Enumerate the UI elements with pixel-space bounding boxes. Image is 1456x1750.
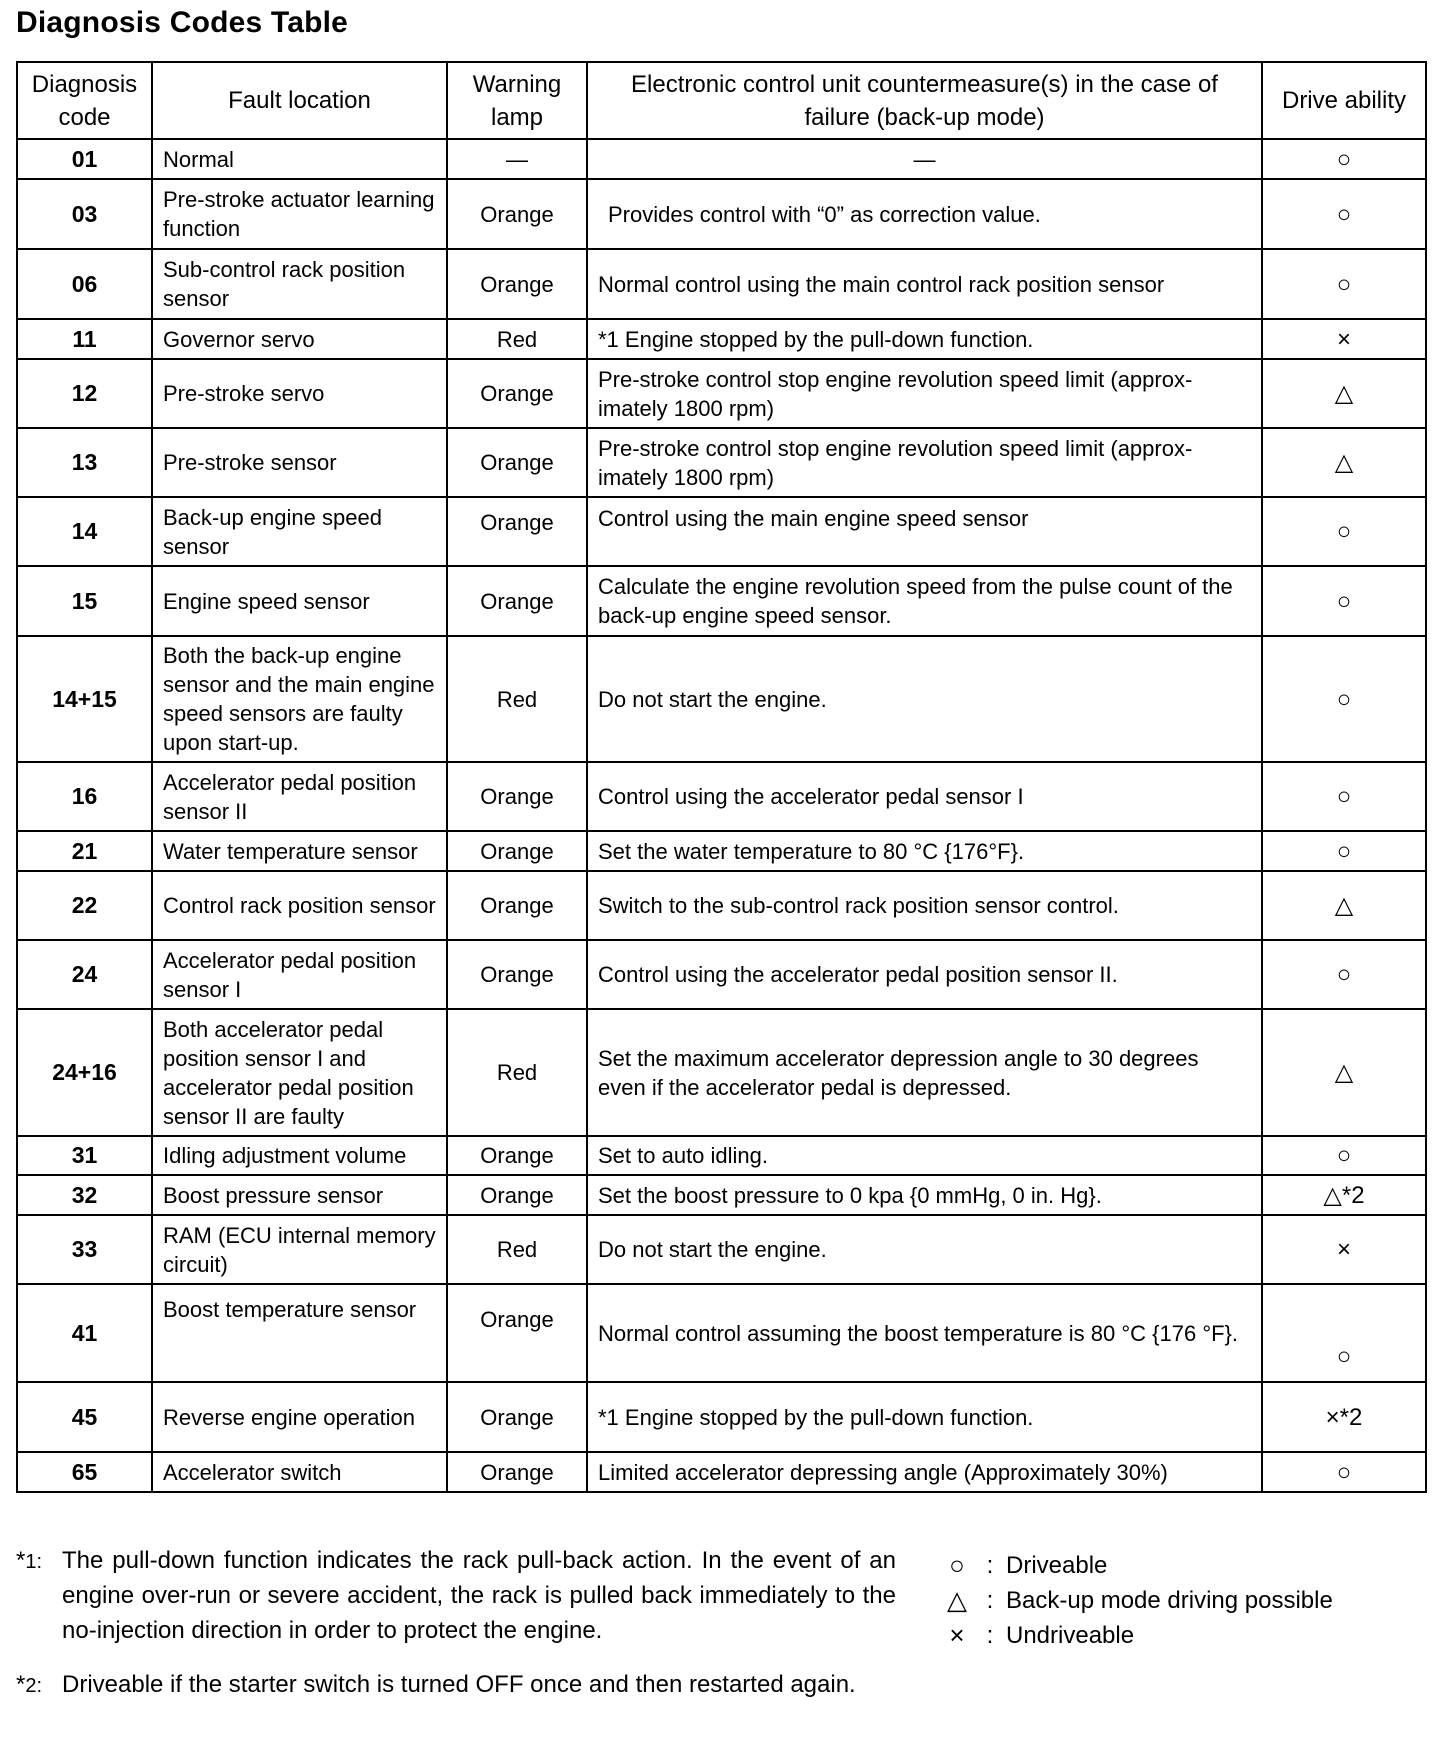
warning-lamp-cell: Orange: [447, 428, 587, 497]
diagnosis-code-cell: 33: [17, 1215, 152, 1284]
legend-item-backup-mode: [940, 1583, 1333, 1618]
cross-icon: ×: [949, 1620, 965, 1650]
diagnosis-code-cell: 12: [17, 359, 152, 428]
table-row: [17, 428, 1426, 497]
fault-location-cell: Water temperature sensor: [152, 831, 447, 871]
drive-ability-legend: [940, 1548, 1333, 1653]
fault-location-cell: Boost pressure sensor: [152, 1175, 447, 1215]
diagnosis-code-cell: 13: [17, 428, 152, 497]
warning-lamp-cell: —: [447, 139, 587, 179]
table-row: [17, 249, 1426, 319]
fault-location-cell: Both the back-up engine sensor and the main engine speed sensors are faulty upon start-up.: [152, 636, 447, 762]
countermeasure-cell: Set to auto idling.: [587, 1136, 1262, 1175]
fault-location-cell: RAM (ECU internal memory circuit): [152, 1215, 447, 1284]
fault-location-cell: Idling adjustment volume: [152, 1136, 447, 1175]
footnotes: [16, 1543, 896, 1723]
diagnosis-code-cell: 22: [17, 871, 152, 940]
legend-label: Driveable: [1006, 1552, 1108, 1579]
footnote-1-marker: [16, 1543, 62, 1648]
drive-ability-cell: △: [1262, 359, 1426, 428]
warning-lamp-cell: Orange: [447, 762, 587, 831]
countermeasure-cell: Control using the accelerator pedal position sensor II.: [587, 940, 1262, 1009]
drive-ability-cell: ×: [1262, 1215, 1426, 1284]
legend-label: Undriveable: [1006, 1622, 1135, 1649]
header-fault-location: Fault location: [152, 62, 447, 139]
drive-ability-cell: ○: [1262, 566, 1426, 636]
legend-item-driveable: [940, 1548, 1333, 1583]
countermeasure-cell: *1 Engine stopped by the pull-down function.: [587, 1382, 1262, 1452]
table-row: [17, 359, 1426, 428]
page-title: Diagnosis Codes Table: [16, 6, 349, 39]
header-countermeasure: Electronic control unit countermeasure(s) in the case of failure (back-up mode): [587, 62, 1262, 139]
drive-ability-cell: △*2: [1262, 1175, 1426, 1215]
warning-lamp-cell: Orange: [447, 1136, 587, 1175]
footnote-separator: :: [36, 1675, 43, 1697]
warning-lamp-cell: Orange: [447, 566, 587, 636]
fault-location-cell: Both accelerator pedal position sensor I and accelerator pedal position sensor II are faulty: [152, 1009, 447, 1136]
fault-location-cell: Control rack position sensor: [152, 871, 447, 940]
fault-location-cell: Accelerator pedal position sensor II: [152, 762, 447, 831]
table-row: [17, 1009, 1426, 1136]
legend-separator: :: [986, 1587, 994, 1614]
table-row: [17, 940, 1426, 1009]
table-row: [17, 831, 1426, 871]
drive-ability-cell: ○: [1262, 139, 1426, 179]
countermeasure-cell: Pre-stroke control stop engine revolution speed limit (approx-imately 1800 rpm): [587, 428, 1262, 497]
table-row: [17, 871, 1426, 940]
diagnosis-code-cell: 41: [17, 1284, 152, 1382]
diagnosis-code-cell: 31: [17, 1136, 152, 1175]
countermeasure-cell: —: [587, 139, 1262, 179]
drive-ability-cell: ○: [1262, 1452, 1426, 1492]
countermeasure-cell: Set the water temperature to 80 °C {176°F}.: [587, 831, 1262, 871]
table-header-row: [17, 62, 1426, 139]
warning-lamp-cell: Red: [447, 1009, 587, 1136]
table-row: [17, 1452, 1426, 1492]
footnote-star: *: [16, 1671, 26, 1698]
drive-ability-cell: △: [1262, 1009, 1426, 1136]
drive-ability-cell: ×: [1262, 319, 1426, 359]
countermeasure-cell: Do not start the engine.: [587, 636, 1262, 762]
footnote-2-text: Driveable if the starter switch is turned OFF once and then restarted again.: [62, 1671, 856, 1698]
footnote-star: *: [16, 1547, 26, 1574]
fault-location-cell: Reverse engine operation: [152, 1382, 447, 1452]
table-row: [17, 497, 1426, 566]
warning-lamp-cell: Orange: [447, 831, 587, 871]
diagnosis-code-cell: 11: [17, 319, 152, 359]
warning-lamp-cell: Red: [447, 636, 587, 762]
fault-location-cell: Pre-stroke actuator learning function: [152, 179, 447, 249]
fault-location-cell: Sub-control rack position sensor: [152, 249, 447, 319]
warning-lamp-cell: Red: [447, 1215, 587, 1284]
legend-separator: :: [986, 1552, 994, 1579]
countermeasure-cell: Normal control assuming the boost temperature is 80 °C {176 °F}.: [587, 1284, 1262, 1382]
warning-lamp-cell: Red: [447, 319, 587, 359]
fault-location-cell: Governor servo: [152, 319, 447, 359]
fault-location-cell: Pre-stroke sensor: [152, 428, 447, 497]
countermeasure-cell: Switch to the sub-control rack position sensor control.: [587, 871, 1262, 940]
diagnosis-code-cell: 32: [17, 1175, 152, 1215]
drive-ability-cell: ○: [1262, 497, 1426, 566]
countermeasure-cell: Normal control using the main control rack position sensor: [587, 249, 1262, 319]
drive-ability-cell: △: [1262, 871, 1426, 940]
countermeasure-cell: Do not start the engine.: [587, 1215, 1262, 1284]
countermeasure-cell: Calculate the engine revolution speed from the pulse count of the back-up engine speed sensor.: [587, 566, 1262, 636]
diagnosis-code-cell: 06: [17, 249, 152, 319]
countermeasure-cell: Control using the main engine speed sensor: [587, 497, 1262, 566]
warning-lamp-cell: Orange: [447, 249, 587, 319]
warning-lamp-cell: Orange: [447, 179, 587, 249]
table-row: [17, 762, 1426, 831]
header-drive-ability: Drive ability: [1262, 62, 1426, 139]
warning-lamp-cell: Orange: [447, 1284, 587, 1382]
countermeasure-cell: Control using the accelerator pedal sensor I: [587, 762, 1262, 831]
drive-ability-cell: ○: [1262, 1136, 1426, 1175]
drive-ability-cell: ○: [1262, 179, 1426, 249]
diagnosis-code-cell: 24: [17, 940, 152, 1009]
fault-location-cell: Normal: [152, 139, 447, 179]
warning-lamp-cell: Orange: [447, 1452, 587, 1492]
header-diagnosis-code: Diagnosis code: [17, 62, 152, 139]
table-row: [17, 319, 1426, 359]
diagnosis-code-cell: 65: [17, 1452, 152, 1492]
triangle-icon: △: [947, 1585, 967, 1615]
warning-lamp-cell: Orange: [447, 1175, 587, 1215]
diagnosis-code-cell: 16: [17, 762, 152, 831]
diagnosis-code-cell: 21: [17, 831, 152, 871]
footnote-number: 1: [25, 1551, 37, 1573]
table-row: [17, 139, 1426, 179]
diagnosis-code-cell: 15: [17, 566, 152, 636]
table-row: [17, 1136, 1426, 1175]
fault-location-cell: Pre-stroke servo: [152, 359, 447, 428]
drive-ability-cell: ○: [1262, 762, 1426, 831]
drive-ability-cell: ○: [1262, 940, 1426, 1009]
countermeasure-cell: Limited accelerator depressing angle (Approximately 30%): [587, 1452, 1262, 1492]
legend-separator: :: [986, 1622, 994, 1649]
warning-lamp-cell: Orange: [447, 871, 587, 940]
warning-lamp-cell: Orange: [447, 497, 587, 566]
fault-location-cell: Accelerator switch: [152, 1452, 447, 1492]
countermeasure-cell: *1 Engine stopped by the pull-down function.: [587, 319, 1262, 359]
countermeasure-cell: Set the maximum accelerator depression angle to 30 degrees even if the accelerator pedal is depressed.: [587, 1009, 1262, 1136]
warning-lamp-cell: Orange: [447, 359, 587, 428]
drive-ability-cell: △: [1262, 428, 1426, 497]
fault-location-cell: Back-up engine speed sensor: [152, 497, 447, 566]
table-row: [17, 1382, 1426, 1452]
legend-item-undriveable: [940, 1618, 1333, 1653]
table-row: [17, 1284, 1426, 1382]
footnote-1: [16, 1543, 896, 1648]
diagnosis-codes-table: [16, 61, 1427, 1493]
footnote-2-marker: [16, 1667, 62, 1704]
footnote-2: [16, 1667, 896, 1704]
table-row: [17, 636, 1426, 762]
drive-ability-cell: ○: [1262, 1284, 1426, 1382]
table-row: [17, 1215, 1426, 1284]
circle-icon: ○: [949, 1550, 965, 1580]
diagnosis-code-cell: 01: [17, 139, 152, 179]
countermeasure-cell: Provides control with “0” as correction value.: [587, 179, 1262, 249]
table-row: [17, 566, 1426, 636]
fault-location-cell: Boost temperature sensor: [152, 1284, 447, 1382]
diagnosis-code-cell: 03: [17, 179, 152, 249]
drive-ability-cell: ○: [1262, 249, 1426, 319]
diagnosis-code-cell: 14+15: [17, 636, 152, 762]
diagnosis-code-cell: 45: [17, 1382, 152, 1452]
drive-ability-cell: ○: [1262, 831, 1426, 871]
footnote-number: 2: [25, 1675, 37, 1697]
warning-lamp-cell: Orange: [447, 940, 587, 1009]
header-warning-lamp: Warning lamp: [447, 62, 587, 139]
diagnosis-code-cell: 24+16: [17, 1009, 152, 1136]
table-row: [17, 1175, 1426, 1215]
footnote-1-text: The pull-down function indicates the rack pull-back action. In the event of an engine over-run or severe accident, the rack is pulled back immediately to the no-injection direction in order to protect the engine.: [62, 1547, 896, 1644]
warning-lamp-cell: Orange: [447, 1382, 587, 1452]
countermeasure-cell: Set the boost pressure to 0 kpa {0 mmHg, 0 in. Hg}.: [587, 1175, 1262, 1215]
drive-ability-cell: ○: [1262, 636, 1426, 762]
table-row: [17, 179, 1426, 249]
footnote-separator: :: [36, 1551, 43, 1573]
legend-label: Back-up mode driving possible: [1006, 1587, 1333, 1614]
countermeasure-cell: Pre-stroke control stop engine revolution speed limit (approx-imately 1800 rpm): [587, 359, 1262, 428]
fault-location-cell: Accelerator pedal position sensor I: [152, 940, 447, 1009]
drive-ability-cell: ×*2: [1262, 1382, 1426, 1452]
fault-location-cell: Engine speed sensor: [152, 566, 447, 636]
diagnosis-code-cell: 14: [17, 497, 152, 566]
